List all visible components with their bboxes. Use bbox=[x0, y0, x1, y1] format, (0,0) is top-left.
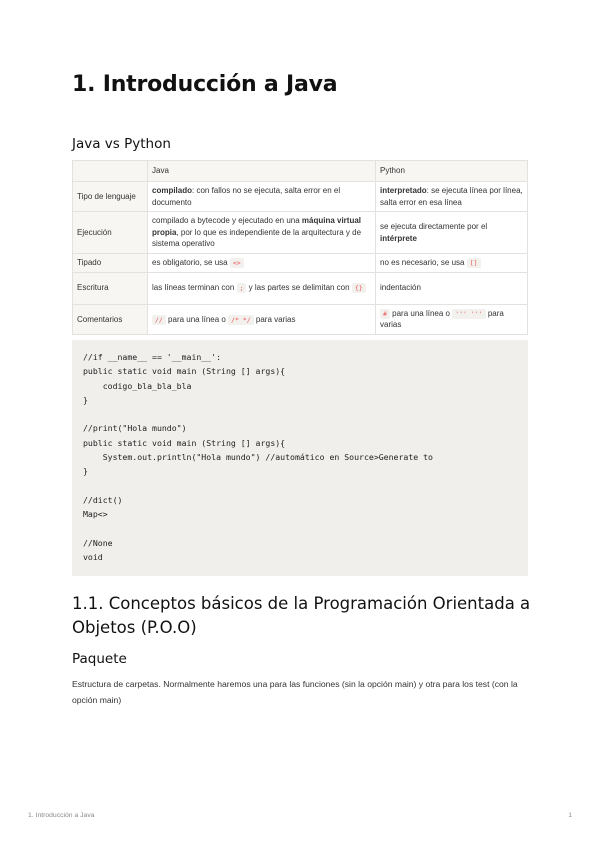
footer-title: 1. Introducción a Java bbox=[28, 812, 95, 819]
table-cell: es obligatorio, se usa <> bbox=[148, 254, 376, 273]
table-cell: interpretado: se ejecuta línea por línea, salta error en esa línea bbox=[376, 182, 528, 212]
table-row bbox=[73, 272, 528, 304]
inline-code: /* */ bbox=[228, 315, 254, 325]
row-label: Ejecución bbox=[73, 212, 148, 254]
comparison-table bbox=[72, 160, 528, 335]
table-cell: # para una línea o ''' ''' para varias bbox=[376, 304, 528, 334]
table-row bbox=[73, 182, 528, 212]
inline-code: # bbox=[380, 309, 390, 319]
inline-code: <> bbox=[230, 258, 244, 268]
inline-code: ''' ''' bbox=[452, 309, 485, 319]
table-cell: compilado: con fallos no se ejecuta, salta error en el documento bbox=[148, 182, 376, 212]
row-label: Comentarios bbox=[73, 304, 148, 334]
table-header-row bbox=[73, 161, 528, 182]
table-row bbox=[73, 304, 528, 334]
table-header-cell: Java bbox=[148, 161, 376, 182]
table-row bbox=[73, 254, 528, 273]
inline-code: {} bbox=[352, 283, 366, 293]
table-cell: // para una línea o /* */ para varias bbox=[148, 304, 376, 334]
table-cell: no es necesario, se usa [] bbox=[376, 254, 528, 273]
section-heading-java-vs-python: Java vs Python bbox=[72, 136, 171, 152]
table-header-cell: Python bbox=[376, 161, 528, 182]
table-cell: se ejecuta directamente por el intérprete bbox=[376, 212, 528, 254]
row-label: Tipo de lenguaje bbox=[73, 182, 148, 212]
table-cell: indentación bbox=[376, 272, 528, 304]
inline-code: // bbox=[152, 315, 166, 325]
section-heading-poo: 1.1. Conceptos básicos de la Programación Orientada a Objetos (P.O.O) bbox=[72, 594, 531, 637]
code-text: //if __name__ == '__main__': public static void main (String [] args){ codigo_bla_bla_bla } //print("Hola mundo") public static void main (String [] args){ System.out.println("Hola mundo") //automático en Source>Generate to } //dict() Map<> //None void bbox=[83, 352, 433, 563]
code-block[interactable] bbox=[72, 340, 528, 576]
inline-code: [] bbox=[467, 258, 481, 268]
table-cell: compilado a bytecode y ejecutado en una máquina virtual propia, por lo que es independiente de la arquitectura y de sistema operativo bbox=[148, 212, 376, 254]
table-row bbox=[73, 212, 528, 254]
paragraph-paquete: Estructura de carpetas. Normalmente haremos una para las funciones (sin la opción main) y otra para los test (con la opción main) bbox=[72, 679, 518, 705]
page-number: 1 bbox=[568, 812, 572, 819]
page-title: 1. Introducción a Java bbox=[72, 72, 338, 97]
table-header-cell bbox=[73, 161, 148, 182]
row-label: Escritura bbox=[73, 272, 148, 304]
table-cell: las líneas terminan con ; y las partes se delimitan con {} bbox=[148, 272, 376, 304]
inline-code: ; bbox=[237, 283, 247, 293]
row-label: Tipado bbox=[73, 254, 148, 273]
section-heading-paquete: Paquete bbox=[72, 651, 127, 667]
